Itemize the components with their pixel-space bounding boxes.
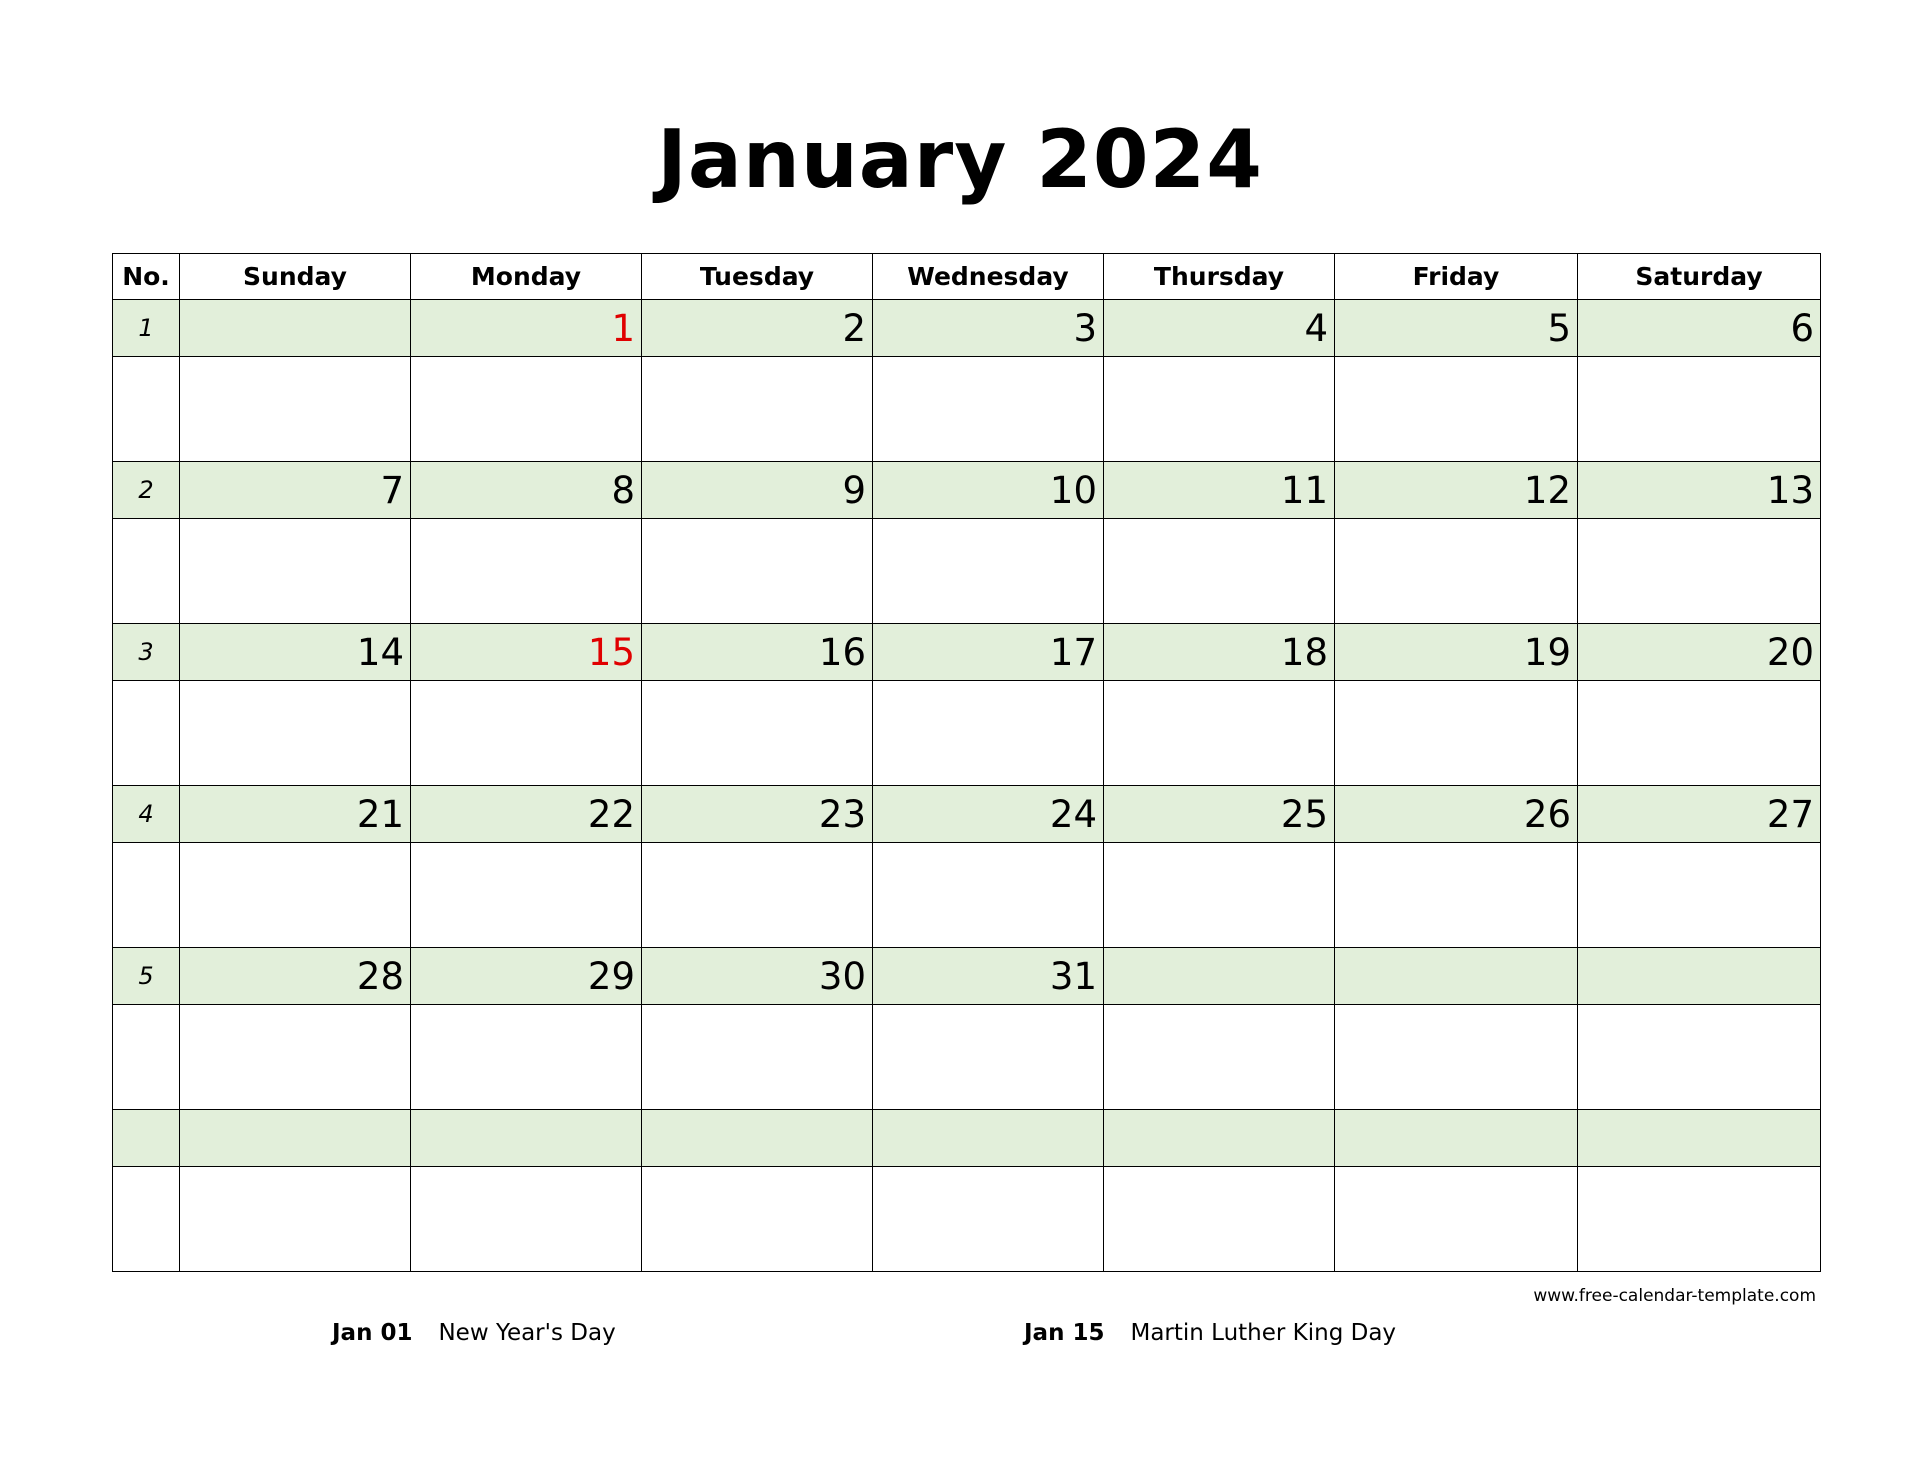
day-header-wednesday: Wednesday bbox=[873, 254, 1104, 300]
note-cell bbox=[1104, 1005, 1335, 1110]
day-number: 15 bbox=[411, 624, 642, 681]
week-date-row bbox=[113, 948, 1821, 1005]
week-number: 4 bbox=[113, 786, 180, 843]
empty-day-cell bbox=[642, 1110, 873, 1167]
day-number: 20 bbox=[1578, 624, 1821, 681]
page-title: January 2024 bbox=[657, 113, 1263, 206]
note-cell bbox=[113, 843, 180, 948]
day-number: 17 bbox=[873, 624, 1104, 681]
empty-day-cell bbox=[1104, 1110, 1335, 1167]
note-cell bbox=[113, 519, 180, 624]
week-number-header: No. bbox=[113, 254, 180, 300]
empty-day-cell bbox=[1578, 1110, 1821, 1167]
empty-day-cell bbox=[411, 1110, 642, 1167]
week-date-row bbox=[113, 624, 1821, 681]
week-number bbox=[113, 1110, 180, 1167]
day-number: 29 bbox=[411, 948, 642, 1005]
note-cell bbox=[1104, 519, 1335, 624]
day-header-thursday: Thursday bbox=[1104, 254, 1335, 300]
note-cell bbox=[411, 681, 642, 786]
note-cell bbox=[642, 357, 873, 462]
week-notes-row bbox=[113, 1005, 1821, 1110]
note-cell bbox=[1104, 1167, 1335, 1272]
note-cell bbox=[1335, 681, 1578, 786]
day-number: 5 bbox=[1335, 300, 1578, 357]
day-header-saturday: Saturday bbox=[1578, 254, 1821, 300]
week-notes-row bbox=[113, 1167, 1821, 1272]
holiday-date: Jan 15 bbox=[1024, 1320, 1105, 1346]
day-number: 1 bbox=[411, 300, 642, 357]
day-header-sunday: Sunday bbox=[180, 254, 411, 300]
empty-day-cell bbox=[180, 300, 411, 357]
day-number: 23 bbox=[642, 786, 873, 843]
week-number: 3 bbox=[113, 624, 180, 681]
day-number: 16 bbox=[642, 624, 873, 681]
day-number: 3 bbox=[873, 300, 1104, 357]
day-number: 11 bbox=[1104, 462, 1335, 519]
holiday-item bbox=[332, 1320, 616, 1346]
note-cell bbox=[113, 681, 180, 786]
day-number: 18 bbox=[1104, 624, 1335, 681]
holiday-item bbox=[1024, 1320, 1396, 1346]
note-cell bbox=[411, 1167, 642, 1272]
holiday-date: Jan 01 bbox=[332, 1320, 413, 1346]
note-cell bbox=[180, 1167, 411, 1272]
day-number: 25 bbox=[1104, 786, 1335, 843]
note-cell bbox=[1578, 1167, 1821, 1272]
note-cell bbox=[873, 519, 1104, 624]
note-cell bbox=[411, 519, 642, 624]
note-cell bbox=[113, 1005, 180, 1110]
note-cell bbox=[642, 843, 873, 948]
day-number: 9 bbox=[642, 462, 873, 519]
day-number: 7 bbox=[180, 462, 411, 519]
empty-day-cell bbox=[1104, 948, 1335, 1005]
note-cell bbox=[873, 681, 1104, 786]
day-number: 12 bbox=[1335, 462, 1578, 519]
day-number: 21 bbox=[180, 786, 411, 843]
calendar-grid bbox=[112, 253, 1821, 1272]
week-number: 2 bbox=[113, 462, 180, 519]
note-cell bbox=[180, 357, 411, 462]
note-cell bbox=[1578, 357, 1821, 462]
day-number: 31 bbox=[873, 948, 1104, 1005]
website-credit: www.free-calendar-template.com bbox=[1533, 1286, 1816, 1306]
note-cell bbox=[1578, 1005, 1821, 1110]
note-cell bbox=[1578, 681, 1821, 786]
day-number: 19 bbox=[1335, 624, 1578, 681]
note-cell bbox=[1104, 681, 1335, 786]
day-number: 6 bbox=[1578, 300, 1821, 357]
empty-day-cell bbox=[1335, 1110, 1578, 1167]
note-cell bbox=[873, 1005, 1104, 1110]
day-number: 14 bbox=[180, 624, 411, 681]
day-header-monday: Monday bbox=[411, 254, 642, 300]
day-number: 13 bbox=[1578, 462, 1821, 519]
note-cell bbox=[411, 1005, 642, 1110]
week-notes-row bbox=[113, 681, 1821, 786]
week-number: 5 bbox=[113, 948, 180, 1005]
note-cell bbox=[180, 843, 411, 948]
holiday-name: Martin Luther King Day bbox=[1130, 1320, 1397, 1346]
header-row bbox=[113, 254, 1821, 300]
note-cell bbox=[642, 1005, 873, 1110]
note-cell bbox=[113, 357, 180, 462]
note-cell bbox=[642, 519, 873, 624]
note-cell bbox=[1104, 843, 1335, 948]
note-cell bbox=[1335, 843, 1578, 948]
day-number: 30 bbox=[642, 948, 873, 1005]
note-cell bbox=[642, 1167, 873, 1272]
note-cell bbox=[411, 357, 642, 462]
holiday-name: New Year's Day bbox=[438, 1320, 616, 1346]
empty-day-cell bbox=[180, 1110, 411, 1167]
note-cell bbox=[642, 681, 873, 786]
day-number: 28 bbox=[180, 948, 411, 1005]
note-cell bbox=[1335, 357, 1578, 462]
note-cell bbox=[411, 843, 642, 948]
note-cell bbox=[1335, 519, 1578, 624]
week-number: 1 bbox=[113, 300, 180, 357]
week-date-row bbox=[113, 462, 1821, 519]
week-date-row bbox=[113, 1110, 1821, 1167]
calendar-body bbox=[113, 300, 1821, 1272]
note-cell bbox=[873, 843, 1104, 948]
note-cell bbox=[1335, 1167, 1578, 1272]
note-cell bbox=[1578, 843, 1821, 948]
note-cell bbox=[873, 357, 1104, 462]
day-number: 10 bbox=[873, 462, 1104, 519]
empty-day-cell bbox=[1335, 948, 1578, 1005]
day-header-friday: Friday bbox=[1335, 254, 1578, 300]
week-notes-row bbox=[113, 357, 1821, 462]
week-notes-row bbox=[113, 519, 1821, 624]
day-number: 4 bbox=[1104, 300, 1335, 357]
day-number: 24 bbox=[873, 786, 1104, 843]
note-cell bbox=[113, 1167, 180, 1272]
day-number: 26 bbox=[1335, 786, 1578, 843]
note-cell bbox=[1578, 519, 1821, 624]
note-cell bbox=[180, 519, 411, 624]
day-number: 22 bbox=[411, 786, 642, 843]
note-cell bbox=[180, 1005, 411, 1110]
day-header-tuesday: Tuesday bbox=[642, 254, 873, 300]
note-cell bbox=[1335, 1005, 1578, 1110]
note-cell bbox=[1104, 357, 1335, 462]
empty-day-cell bbox=[1578, 948, 1821, 1005]
week-notes-row bbox=[113, 843, 1821, 948]
week-date-row bbox=[113, 786, 1821, 843]
empty-day-cell bbox=[873, 1110, 1104, 1167]
note-cell bbox=[180, 681, 411, 786]
note-cell bbox=[873, 1167, 1104, 1272]
week-date-row bbox=[113, 300, 1821, 357]
day-number: 27 bbox=[1578, 786, 1821, 843]
day-number: 2 bbox=[642, 300, 873, 357]
day-number: 8 bbox=[411, 462, 642, 519]
